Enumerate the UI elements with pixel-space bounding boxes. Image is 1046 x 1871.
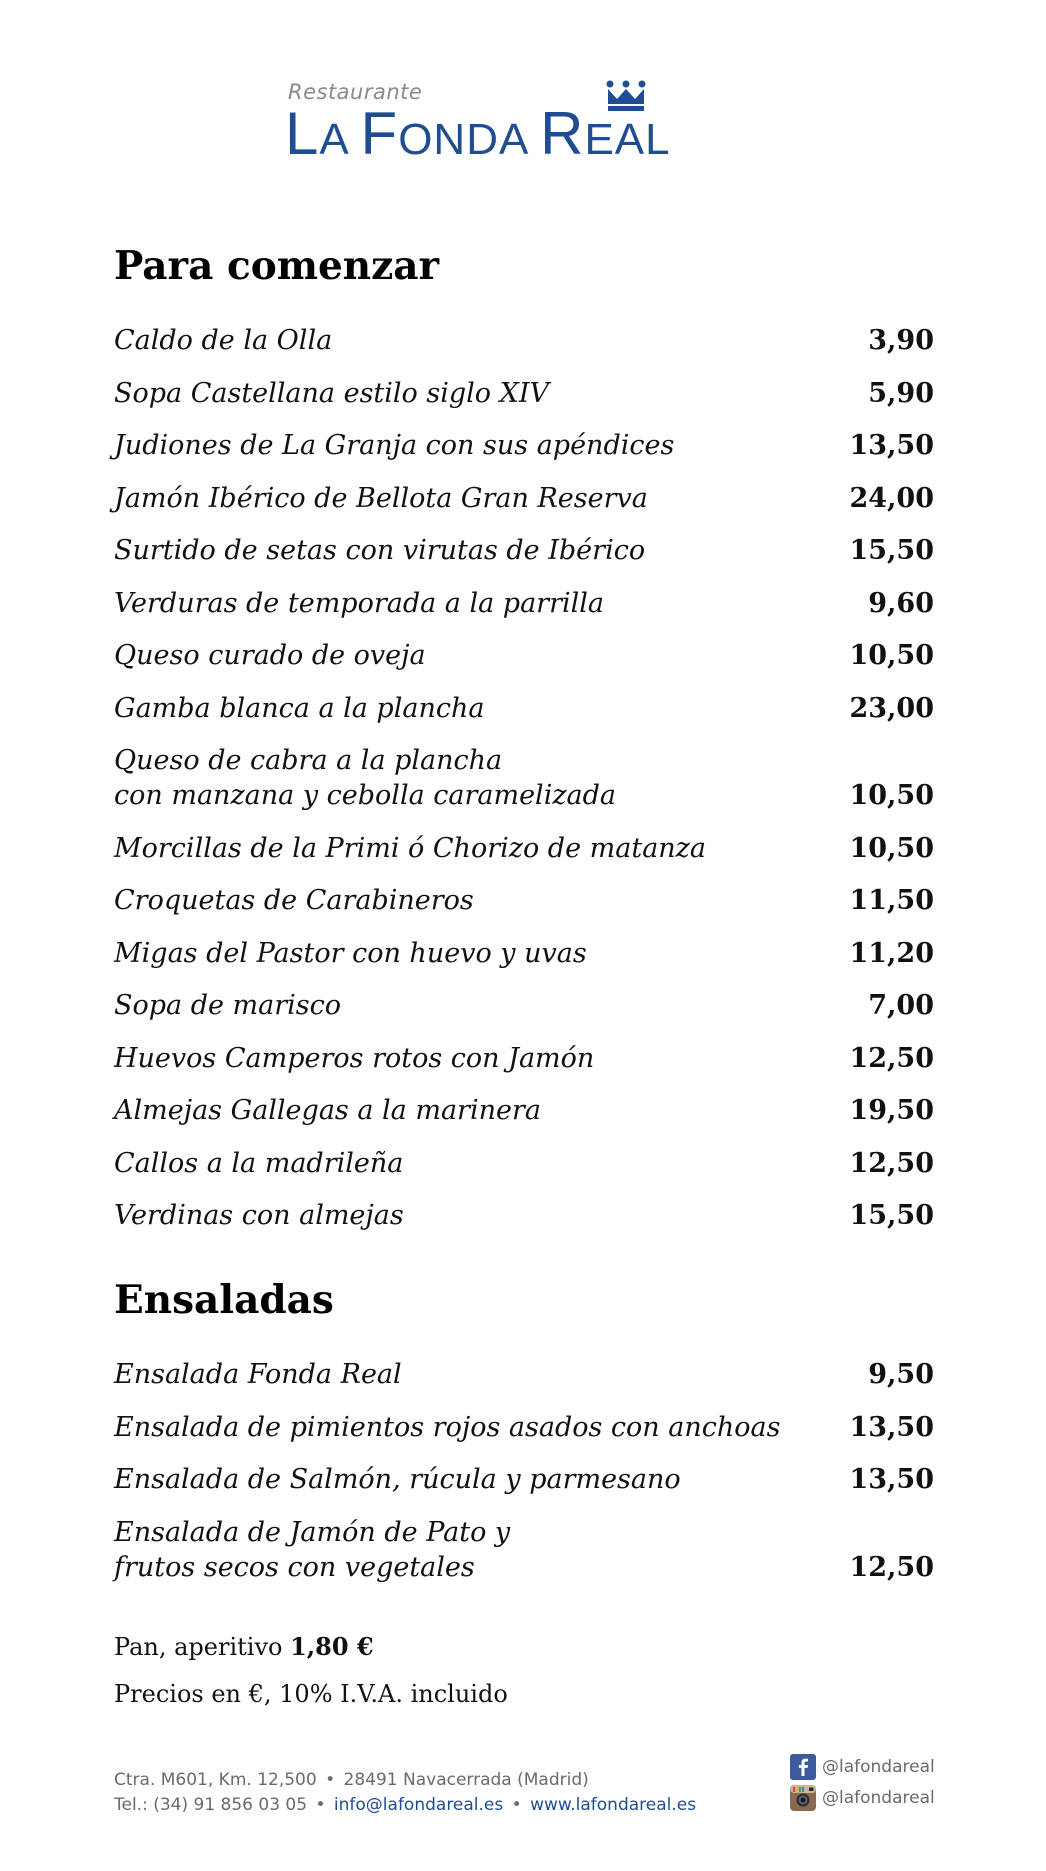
- menu-item: [114, 428, 934, 463]
- menu-item-name: Ensalada de Salmón, rúcula y parmesano: [114, 1464, 681, 1495]
- menu-item: [114, 743, 934, 813]
- menu-item-price: 24,00: [849, 482, 934, 514]
- footer-contact-line: [114, 1793, 696, 1818]
- menu-item-price: 13,50: [849, 1464, 934, 1495]
- footer-address-line: [114, 1768, 696, 1793]
- menu-item: [114, 1515, 934, 1585]
- logo-kicker: Restaurante: [288, 80, 423, 104]
- menu-item-price: 10,50: [849, 640, 934, 671]
- menu-item: [114, 533, 934, 568]
- menu-item-name: Judiones de La Granja con sus apéndices: [114, 430, 675, 461]
- menu-item-price: 9,50: [868, 1359, 934, 1390]
- instagram-icon: [790, 1785, 816, 1811]
- bread-note: [114, 1632, 374, 1661]
- menu-item-price: 9,60: [868, 587, 934, 619]
- menu-item-name: Verduras de temporada a la parrilla: [114, 587, 604, 619]
- menu-item-price: 10,50: [849, 832, 934, 864]
- logo-name: [285, 100, 671, 170]
- logo-name-part: F: [360, 100, 399, 167]
- menu-item-price: 10,50: [849, 780, 934, 811]
- menu-list-ensaladas: [114, 1357, 934, 1602]
- restaurant-logo: [285, 80, 768, 170]
- menu-item-price: 7,00: [868, 990, 934, 1021]
- menu-item: [114, 988, 934, 1023]
- facebook-icon: [790, 1754, 816, 1780]
- logo-name-part: ONDA: [398, 115, 541, 164]
- separator-dot: •: [315, 1795, 326, 1815]
- menu-item-price: 15,50: [849, 1200, 934, 1231]
- bread-label: Pan, aperitivo: [114, 1633, 291, 1661]
- menu-item-name: Almejas Gallegas a la marinera: [114, 1095, 541, 1126]
- menu-item-name: Jamón Ibérico de Bellota Gran Reserva: [114, 482, 648, 514]
- menu-item: [114, 586, 934, 621]
- menu-item-price: 12,50: [849, 1551, 934, 1583]
- menu-item-name: Caldo de la Olla: [114, 325, 333, 356]
- separator-dot: •: [325, 1770, 336, 1790]
- menu-item: [114, 1410, 934, 1445]
- section-title-ensaladas: Ensaladas: [114, 1277, 334, 1323]
- menu-item: [114, 1093, 934, 1128]
- menu-item-name: Migas del Pastor con huevo y uvas: [114, 937, 587, 969]
- footer-contact: [114, 1768, 696, 1818]
- menu-item-price: 13,50: [849, 430, 934, 461]
- menu-item: [114, 1146, 934, 1181]
- menu-item-name: Ensalada de pimientos rojos asados con anchoas: [114, 1411, 781, 1443]
- menu-item-name: Morcillas de la Primi ó Chorizo de matanza: [114, 832, 707, 864]
- separator-dot: •: [511, 1795, 522, 1815]
- menu-item: [114, 1357, 934, 1392]
- facebook-link[interactable]: [790, 1753, 950, 1781]
- postal-text: 28491 Navacerrada (Madrid): [343, 1770, 589, 1790]
- instagram-handle: @lafondareal: [822, 1788, 935, 1808]
- menu-item: [114, 323, 934, 358]
- phone-text: Tel.: (34) 91 856 03 05: [114, 1795, 308, 1815]
- logo-name-part: A: [319, 115, 361, 164]
- menu-item-price: 12,50: [849, 1042, 934, 1074]
- menu-item: [114, 481, 934, 516]
- menu-item-name: Croquetas de Carabineros: [114, 885, 474, 916]
- menu-item-name: Ensalada Fonda Real: [114, 1359, 402, 1390]
- menu-item-price: 11,20: [849, 937, 934, 969]
- menu-item: [114, 883, 934, 918]
- menu-item: [114, 1198, 934, 1233]
- menu-item-name: Sopa de marisco: [114, 990, 342, 1021]
- menu-item-price: 11,50: [849, 885, 934, 916]
- menu-item-name: Ensalada de Jamón de Pato y frutos secos con vegetales: [114, 1516, 511, 1583]
- menu-item: [114, 1041, 934, 1076]
- menu-item-name: Callos a la madrileña: [114, 1147, 404, 1179]
- menu-item-name: Queso de cabra a la plancha con manzana y cebolla caramelizada: [114, 745, 617, 811]
- menu-item: [114, 831, 934, 866]
- website-link[interactable]: www.lafondareal.es: [530, 1795, 697, 1815]
- instagram-link[interactable]: [790, 1784, 950, 1812]
- menu-item-price: 5,90: [868, 377, 934, 409]
- menu-item-price: 3,90: [868, 325, 934, 356]
- bread-price: 1,80 €: [290, 1632, 374, 1661]
- vat-note: Precios en €, 10% I.V.A. incluido: [114, 1680, 508, 1708]
- email-link[interactable]: info@lafondareal.es: [333, 1795, 504, 1815]
- menu-item-name: Surtido de setas con virutas de Ibérico: [114, 535, 646, 566]
- menu-item: [114, 936, 934, 971]
- menu-item-price: 15,50: [849, 535, 934, 566]
- menu-item: [114, 376, 934, 411]
- facebook-handle: @lafondareal: [822, 1757, 935, 1777]
- menu-item-name: Sopa Castellana estilo siglo XIV: [114, 377, 550, 409]
- menu-item-price: 13,50: [849, 1411, 934, 1443]
- menu-item-name: Gamba blanca a la plancha: [114, 692, 485, 724]
- menu-item-name: Verdinas con almejas: [114, 1200, 404, 1231]
- menu-item-name: Huevos Camperos rotos con Jamón: [114, 1042, 595, 1074]
- menu-list-para-comenzar: [114, 323, 934, 1251]
- menu-item-price: 23,00: [849, 692, 934, 724]
- menu-item-name: Queso curado de oveja: [114, 640, 426, 671]
- menu-item: [114, 1462, 934, 1497]
- menu-item: [114, 691, 934, 726]
- menu-item: [114, 638, 934, 673]
- menu-item-price: 12,50: [849, 1147, 934, 1179]
- address-text: Ctra. M601, Km. 12,500: [114, 1770, 317, 1790]
- section-title-para-comenzar: Para comenzar: [114, 243, 440, 289]
- logo-name-part: R: [540, 100, 585, 167]
- logo-name-part: EAL: [584, 115, 671, 164]
- menu-item-price: 19,50: [849, 1095, 934, 1126]
- logo-name-part: L: [285, 100, 320, 167]
